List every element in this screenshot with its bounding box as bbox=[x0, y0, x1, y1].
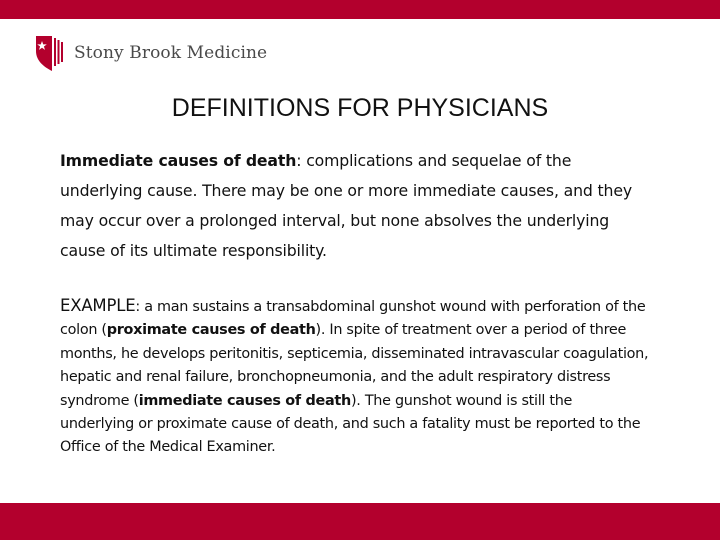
bold-term: immediate causes of death bbox=[138, 392, 351, 409]
example-line: hepatic and renal failure, bronchopneumonia, and the adult respiratory distress bbox=[60, 369, 611, 386]
example-line: months, he develops peritonitis, septicemia, disseminated intravascular coagulation, bbox=[60, 345, 649, 362]
page-title: DEFINITIONS FOR PHYSICIANS bbox=[171, 94, 549, 122]
definition-paragraph bbox=[60, 146, 700, 266]
example-line: Office of the Medical Examiner. bbox=[60, 439, 276, 456]
example-line: underlying or proximate cause of death, and such a fatality must be reported to the bbox=[60, 416, 641, 433]
example-line: colon (proximate causes of death). In spite of treatment over a period of three bbox=[60, 322, 627, 339]
example-label: EXAMPLE bbox=[60, 296, 136, 315]
top-accent-bar bbox=[0, 0, 720, 19]
definition-term: Immediate causes of death bbox=[60, 151, 297, 170]
example-line: syndrome (immediate causes of death). The gunshot wound is still the bbox=[60, 392, 573, 409]
example-paragraph bbox=[60, 294, 710, 460]
definition-line: Immediate causes of death: complications and sequelae of the bbox=[60, 151, 572, 170]
definition-line: cause of its ultimate responsibility. bbox=[60, 241, 327, 260]
bottom-accent-bar bbox=[0, 503, 720, 540]
bold-term: proximate causes of death bbox=[106, 322, 316, 339]
star-shield-icon bbox=[34, 33, 64, 73]
brand-logo bbox=[34, 33, 267, 73]
brand-name: Stony Brook Medicine bbox=[74, 43, 268, 63]
definition-line: may occur over a prolonged interval, but none absolves the underlying bbox=[60, 211, 610, 230]
definition-line: underlying cause. There may be one or more immediate causes, and they bbox=[60, 181, 632, 200]
example-line: EXAMPLE: a man sustains a transabdominal gunshot wound with perforation of the bbox=[60, 296, 646, 315]
